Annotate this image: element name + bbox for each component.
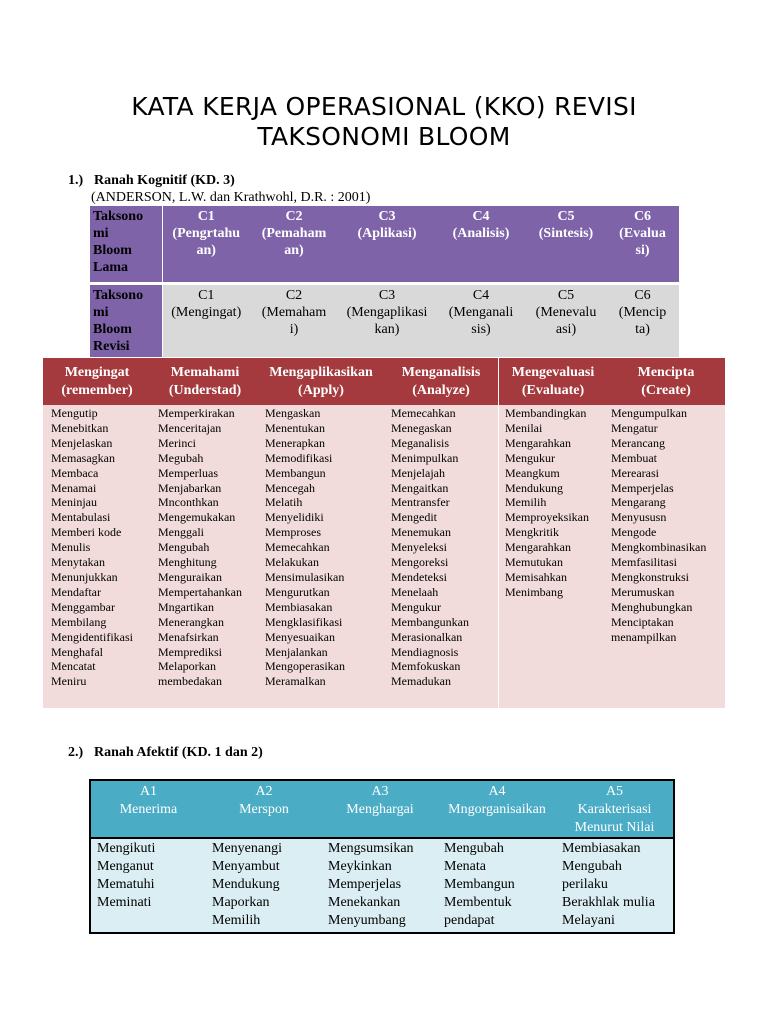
- verb-item: Mengumpulkan: [611, 406, 687, 420]
- kko-header-title: Mengaplikasikan: [269, 365, 373, 380]
- verb-item: Menemukan: [391, 525, 451, 540]
- bloom-revised-c6: [606, 284, 679, 358]
- affective-header-a1: [90, 780, 206, 838]
- verb-item: Mengutip: [51, 406, 98, 420]
- verb-item: Mengidentifikasi: [51, 629, 133, 644]
- verb-item: Merearasi: [611, 465, 659, 480]
- section-1-number: 1.): [68, 173, 84, 188]
- verb-item: Menggali: [158, 525, 204, 540]
- cell-line: (Mengaplikasi: [346, 305, 428, 320]
- kko-header-subtitle: (remember): [61, 383, 133, 398]
- verb-item: Membuat: [611, 450, 657, 465]
- section-2-number: 2.): [68, 745, 84, 760]
- cell-line: (Mencip: [618, 305, 667, 320]
- verb-item: Merancang: [611, 435, 665, 450]
- kko-list-analyze: [391, 406, 469, 689]
- verb-item: Mengklasifikasi: [265, 614, 343, 629]
- section-1-heading: [68, 173, 235, 189]
- verb-item: Mengedit: [391, 510, 437, 525]
- kko-header-title: Mengevaluasi: [511, 365, 595, 380]
- verb-item: Memfokuskan: [391, 659, 461, 674]
- cell-line: A5: [605, 784, 624, 799]
- bloom-old-c4: [436, 206, 526, 284]
- verb-item: Meangkum: [505, 465, 560, 480]
- cell-line: Merspon: [239, 802, 289, 817]
- cell-line: Membangun: [444, 877, 515, 892]
- cell-line: sis): [471, 322, 491, 337]
- kko-header-title: Mencipta: [637, 365, 695, 380]
- verb-item: Mnconthkan: [158, 495, 219, 510]
- verb-item: Mengoreksi: [391, 555, 449, 570]
- cell-line: Menyumbang: [328, 913, 406, 928]
- verb-item: Meniru: [51, 674, 87, 689]
- cell-line: si): [635, 243, 650, 258]
- cell-line: Memilih: [212, 913, 261, 928]
- cell-line: Mengubah: [444, 841, 504, 856]
- verb-item: Merumuskan: [611, 584, 675, 599]
- kko-column-divider: [498, 358, 499, 708]
- verb-item: Mencatat: [51, 659, 96, 674]
- bloom-revised-c1: [162, 284, 250, 358]
- verb-item: Mengarahkan: [505, 435, 571, 450]
- verb-item: Memproses: [265, 525, 321, 540]
- cell-line: an): [284, 243, 304, 258]
- verb-item: Memperluas: [158, 465, 218, 480]
- kko-header-subtitle: (Create): [641, 383, 691, 398]
- cell-line: (Memaham: [261, 305, 327, 320]
- cell-line: an): [196, 243, 216, 258]
- verb-item: Mengukur: [391, 599, 441, 614]
- cell-line: C6: [634, 288, 651, 303]
- cell-line: Mengubah: [562, 859, 622, 874]
- bloom-old-c6: [606, 206, 679, 284]
- verb-item: Menyesuaikan: [265, 629, 335, 644]
- cell-line: ta): [635, 322, 650, 337]
- bloom-revised-c2: [250, 284, 338, 358]
- verb-item: Menguraikan: [158, 569, 222, 584]
- cell-line: pendapat: [444, 913, 495, 928]
- affective-header-row: [90, 780, 674, 838]
- cell-line: Meykinkan: [328, 859, 392, 874]
- affective-list-a4: [438, 838, 556, 933]
- cell-line: Menata: [444, 859, 486, 874]
- verb-item: Mengemukakan: [158, 510, 236, 525]
- cell-line: i): [289, 322, 299, 337]
- verb-item: Melakukan: [265, 555, 319, 570]
- bloom-revised-c5: [526, 284, 606, 358]
- cell-line: Memperjelas: [328, 877, 402, 892]
- verb-item: Menerangkan: [158, 614, 224, 629]
- verb-item: Memisahkan: [505, 569, 567, 584]
- bloom-revised-c4: [436, 284, 526, 358]
- verb-item: Mengubah: [158, 540, 210, 555]
- verb-item: Menjelaskan: [51, 435, 113, 450]
- kko-header-create: [607, 364, 725, 400]
- cell-line: (Menganali: [448, 305, 514, 320]
- cell-line: Mengikuti: [97, 841, 156, 856]
- bloom-old-c5: [526, 206, 606, 284]
- verb-item: Mengkritik: [505, 525, 559, 540]
- verb-item: Memadukan: [391, 674, 451, 689]
- verb-item: Menilai: [505, 420, 543, 435]
- cell-line: Menghargai: [346, 802, 414, 817]
- cell-line: Menurut Nilai: [574, 820, 655, 835]
- verb-item: Menentukan: [265, 420, 325, 435]
- section-1-title: Ranah Kognitif (KD. 3): [94, 173, 235, 188]
- kko-header-subtitle: (Evaluate): [521, 383, 585, 398]
- kko-header-subtitle: (Understad): [168, 383, 242, 398]
- verb-item: Mempertahankan: [158, 584, 242, 599]
- verb-item: Mengatur: [611, 420, 658, 435]
- cell-line: (Aplikasi): [357, 226, 417, 241]
- verb-item: Membiasakan: [265, 599, 333, 614]
- affective-table: [89, 779, 675, 934]
- cell-line: C1: [198, 288, 215, 303]
- cell-line: C3: [378, 288, 396, 303]
- kko-header-subtitle: (Analyze): [412, 383, 470, 398]
- affective-list-a1: [90, 838, 206, 933]
- cell-line: Taksono: [93, 209, 144, 224]
- bloom-revised-label: [90, 284, 162, 358]
- cell-line: Revisi: [93, 339, 130, 354]
- cell-line: kan): [374, 322, 400, 337]
- cell-line: Taksono: [93, 288, 144, 303]
- verb-item: Meramalkan: [265, 674, 326, 689]
- verb-item: Memperkirakan: [158, 406, 235, 420]
- verb-item: membedakan: [158, 674, 222, 689]
- kko-header-apply: [259, 364, 383, 400]
- verb-item: Mengurutkan: [265, 584, 330, 599]
- verb-item: Mencegah: [265, 480, 315, 495]
- cell-line: C6: [633, 209, 652, 224]
- verb-item: Menceritajan: [158, 420, 222, 435]
- kko-header-analyze: [383, 364, 499, 400]
- verb-item: Mengoperasikan: [265, 659, 345, 674]
- verb-item: Mendiagnosis: [391, 644, 459, 659]
- kko-header-title: Mengingat: [64, 365, 130, 380]
- cell-line: A3: [371, 784, 389, 799]
- verb-item: menampilkan: [611, 629, 677, 644]
- cell-line: Menekankan: [328, 895, 401, 910]
- cell-line: C3: [378, 209, 396, 224]
- verb-item: Membaca: [51, 465, 99, 480]
- verb-item: Memecahkan: [391, 406, 456, 420]
- cell-line: A2: [255, 784, 273, 799]
- verb-item: Menggambar: [51, 599, 115, 614]
- verb-item: Memberi kode: [51, 525, 122, 540]
- cell-line: C5: [557, 209, 575, 224]
- cell-line: Menerima: [119, 802, 178, 817]
- affective-header-a5: [556, 780, 674, 838]
- kko-header-evaluate: [499, 364, 607, 400]
- kko-list-understand: [158, 406, 242, 689]
- verb-item: Membangun: [265, 465, 326, 480]
- kko-list-remember: [51, 406, 133, 689]
- cell-line: Meminati: [97, 895, 152, 910]
- verb-item: Menghubungkan: [611, 599, 693, 614]
- verb-item: Mengaskan: [265, 406, 321, 420]
- kko-list-create: [611, 406, 706, 645]
- verb-item: Mengode: [611, 525, 657, 540]
- verb-item: Menelaah: [391, 584, 439, 599]
- cell-line: mi: [93, 305, 109, 320]
- cell-line: C1: [197, 209, 215, 224]
- cell-line: asi): [555, 322, 577, 337]
- verb-item: Memasagkan: [51, 450, 115, 465]
- affective-header-a4: [438, 780, 556, 838]
- verb-item: Menytakan: [51, 555, 105, 570]
- cell-line: (Analisis): [452, 226, 510, 241]
- verb-item: Memecahkan: [265, 540, 330, 555]
- cell-line: Mengsumsikan: [328, 841, 414, 856]
- verb-item: Mendukung: [505, 480, 563, 495]
- cell-line: A1: [139, 784, 158, 799]
- section-2-heading: [68, 745, 263, 761]
- verb-item: Mengaitkan: [391, 480, 449, 495]
- cell-line: (Sintesis): [538, 226, 594, 241]
- cell-line: Maporkan: [212, 895, 270, 910]
- kko-list-evaluate: [505, 406, 589, 600]
- kko-table: [43, 358, 725, 708]
- bloom-old-label: [90, 206, 162, 284]
- title-line-2: TAKSONOMI BLOOM: [257, 122, 511, 151]
- kko-header-subtitle: (Apply): [298, 383, 344, 398]
- verb-item: Memutukan: [505, 555, 563, 570]
- verb-item: Memfasilitasi: [611, 555, 677, 570]
- bloom-old-c2: [250, 206, 338, 284]
- verb-item: Mngartikan: [158, 599, 214, 614]
- verb-item: Menyususn: [611, 510, 667, 525]
- verb-item: Memproyeksikan: [505, 510, 589, 525]
- cell-line: C4: [472, 288, 490, 303]
- verb-item: Mentransfer: [391, 495, 450, 510]
- cell-line: Karakterisasi: [577, 802, 652, 817]
- verb-item: Menunjukkan: [51, 569, 118, 584]
- cell-line: (Evalua: [619, 226, 666, 241]
- bloom-revised-c3: [338, 284, 436, 358]
- verb-item: Menjabarkan: [158, 480, 222, 495]
- verb-item: Menegaskan: [391, 420, 452, 435]
- verb-item: Melaporkan: [158, 659, 216, 674]
- verb-item: Megubah: [158, 450, 204, 465]
- cell-line: C5: [557, 288, 575, 303]
- affective-header-a2: [206, 780, 322, 838]
- verb-item: Menimbang: [505, 584, 563, 599]
- verb-item: Menghafal: [51, 644, 103, 659]
- verb-item: Merasionalkan: [391, 629, 463, 644]
- verb-item: Menciptakan: [611, 614, 674, 629]
- verb-item: Menerapkan: [265, 435, 325, 450]
- cell-line: Melayani: [562, 913, 615, 928]
- verb-item: Mentabulasi: [51, 510, 111, 525]
- affective-header-a3: [322, 780, 438, 838]
- verb-item: Membandingkan: [505, 406, 587, 420]
- cell-line: Mendukung: [212, 877, 280, 892]
- kko-header-row: [43, 358, 725, 405]
- verb-item: Menyelidiki: [265, 510, 324, 525]
- verb-item: Mengarahkan: [505, 540, 571, 555]
- verb-item: Memprediksi: [158, 644, 222, 659]
- verb-item: Melatih: [265, 495, 303, 510]
- kko-header-title: Memahami: [170, 365, 240, 380]
- kko-list-apply: [265, 406, 345, 689]
- verb-item: Menjalankan: [265, 644, 328, 659]
- kko-header-title: Menganalisis: [401, 365, 481, 380]
- verb-item: Mendaftar: [51, 584, 101, 599]
- verb-item: Menamai: [51, 480, 97, 495]
- bloom-old-row: [90, 206, 679, 284]
- verb-item: Memilih: [505, 495, 547, 510]
- verb-item: Meganalisis: [391, 435, 449, 450]
- verb-item: Mengukur: [505, 450, 555, 465]
- cell-line: A4: [488, 784, 506, 799]
- cell-line: Bloom: [93, 322, 132, 337]
- verb-item: Menafsirkan: [158, 629, 219, 644]
- verb-item: Menulis: [51, 540, 91, 555]
- cell-line: Berakhlak mulia: [562, 895, 655, 910]
- verb-item: Menghitung: [158, 555, 217, 570]
- cell-line: Menyenangi: [212, 841, 282, 856]
- affective-list-a2: [206, 838, 322, 933]
- verb-item: Menimpulkan: [391, 450, 459, 465]
- cell-line: (Mengingat): [171, 305, 242, 320]
- verb-item: Mengkonstruksi: [611, 569, 689, 584]
- verb-item: Menebitkan: [51, 420, 109, 435]
- kko-header-remember: [43, 364, 151, 400]
- cell-line: (Pemaham: [261, 226, 327, 241]
- section-1-source: (ANDERSON, L.W. dan Krathwohl, D.R. : 2001): [91, 190, 371, 205]
- verb-item: Merinci: [158, 435, 196, 450]
- cell-line: Mematuhi: [97, 877, 155, 892]
- cell-line: (Pengrtahu: [172, 226, 241, 241]
- cell-line: C2: [285, 209, 303, 224]
- bloom-comparison-table: [90, 206, 679, 357]
- page-title: [0, 92, 768, 152]
- cell-line: Bloom: [93, 243, 132, 258]
- verb-item: Memperjelas: [611, 480, 674, 495]
- cell-line: mi: [93, 226, 109, 241]
- cell-line: Lama: [93, 260, 128, 275]
- title-line-1: KATA KERJA OPERASIONAL (KKO) REVISI: [131, 92, 637, 121]
- affective-body-row: [90, 838, 674, 933]
- cell-line: C4: [472, 209, 490, 224]
- verb-item: Mendeteksi: [391, 569, 447, 584]
- verb-item: Mensimulasikan: [265, 569, 345, 584]
- verb-item: Membangunkan: [391, 614, 469, 629]
- cell-line: Membentuk: [444, 895, 512, 910]
- verb-item: Meninjau: [51, 495, 97, 510]
- cell-line: C2: [285, 288, 303, 303]
- cell-line: (Menevalu: [535, 305, 597, 320]
- verb-item: Menjelajah: [391, 465, 445, 480]
- cell-line: perilaku: [562, 877, 608, 892]
- bloom-old-c3: [338, 206, 436, 284]
- bloom-old-c1: [162, 206, 250, 284]
- verb-item: Mengarang: [611, 495, 666, 510]
- kko-header-understand: [151, 364, 259, 400]
- verb-item: Membilang: [51, 614, 107, 629]
- verb-item: Memodifikasi: [265, 450, 333, 465]
- cell-line: Mngorganisaikan: [448, 802, 546, 817]
- section-2-title: Ranah Afektif (KD. 1 dan 2): [94, 745, 263, 760]
- affective-list-a3: [322, 838, 438, 933]
- affective-list-a5: [556, 838, 674, 933]
- cell-line: Menganut: [97, 859, 154, 874]
- bloom-revised-row: [90, 284, 679, 358]
- cell-line: Menyambut: [212, 859, 280, 874]
- verb-item: Menyeleksi: [391, 540, 447, 555]
- verb-item: Mengkombinasikan: [611, 540, 707, 555]
- cell-line: Membiasakan: [562, 841, 641, 856]
